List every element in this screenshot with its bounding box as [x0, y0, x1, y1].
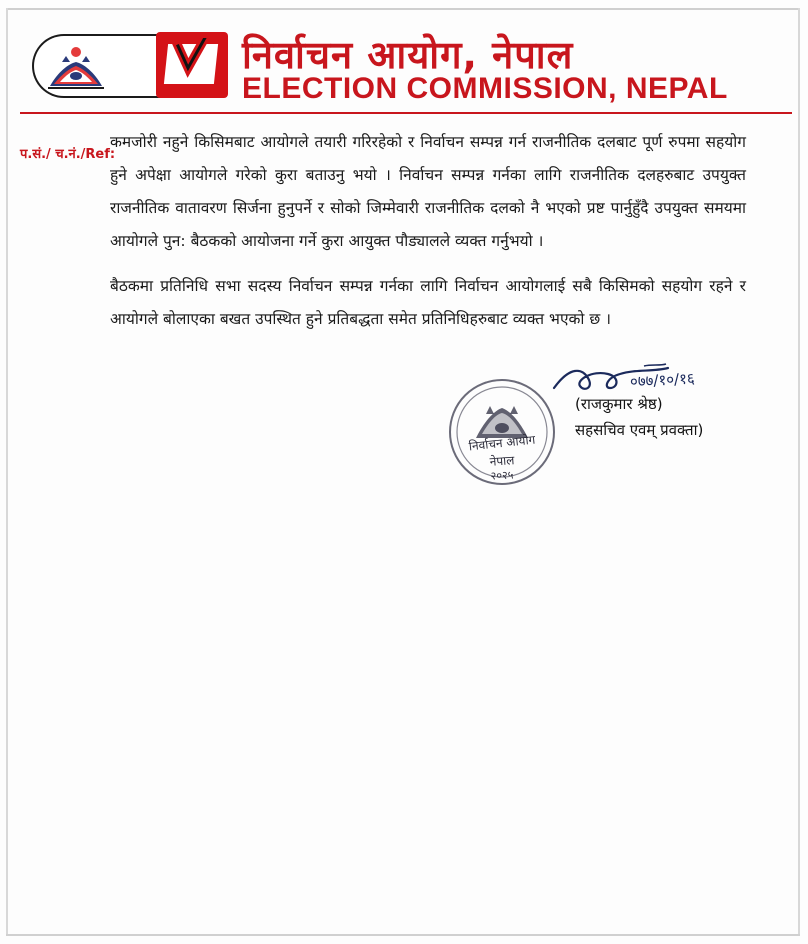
signatory-name: (राजकुमार श्रेष्ठ): [575, 395, 663, 413]
page-border-top: [6, 8, 800, 10]
nepal-national-emblem-icon: [46, 42, 106, 92]
page-border-right: [798, 8, 800, 936]
seal-line-2: नेपाल: [489, 453, 515, 469]
page-border-bottom: [6, 934, 800, 936]
page-border-left: [6, 8, 8, 936]
body-paragraph: कमजोरी नहुने किसिमबाट आयोगले तयारी गरिरहेको र निर्वाचन सम्पन्न गर्न राजनीतिक दलबाट पूर्ण रुपमा सहयोग हुने अपेक्षा आयोगले गरेको कुरा बताउनु भयो । निर्वाचन सम्पन्न गर्नका लागि राजनीतिक दलहरुबाट उपयुक्त राजनीतिक वातावरण सिर्जना हुनुपर्ने र सोको जिम्मेवारी राजनीतिक दलको नै भएको प्रष्ट पार्नुहुँदै उपयुक्त समयमा आयोगले पुन: बैठकको आयोजना गर्ने कुरा आयुक्त पौड्यालले व्यक्त गर्नुभयो ।: [110, 133, 746, 250]
seal-line-3: २०२५: [490, 468, 514, 483]
letterhead: [20, 26, 790, 110]
signature-block: [440, 362, 740, 512]
ballot-box-check-icon: [156, 32, 228, 98]
body-paragraph: बैठकमा प्रतिनिधि सभा सदस्य निर्वाचन सम्पन्न गर्नका लागि निर्वाचन आयोगलाई सबै किसिमको सहयोग रहने र आयोगले बोलाएका बखत उपस्थित हुने प्रतिबद्धता समेत प्रतिनिधिहरुबाट व्यक्त भएको छ ।: [110, 277, 746, 328]
document-body: [110, 126, 746, 348]
reference-label: प.सं./ च.नं./Ref:: [20, 147, 116, 162]
signature-date: ०७७/१०/१६: [629, 369, 696, 391]
letterhead-title-nepali: निर्वाचन आयोग, नेपाल: [242, 33, 574, 77]
signatory-designation: सहसचिव एवम् प्रवक्ता): [575, 421, 704, 439]
letterhead-title-english: ELECTION COMMISSION, NEPAL: [242, 72, 728, 105]
letterhead-divider: [20, 112, 792, 114]
seal-line-1: निर्वाचन आयोग: [468, 432, 536, 454]
